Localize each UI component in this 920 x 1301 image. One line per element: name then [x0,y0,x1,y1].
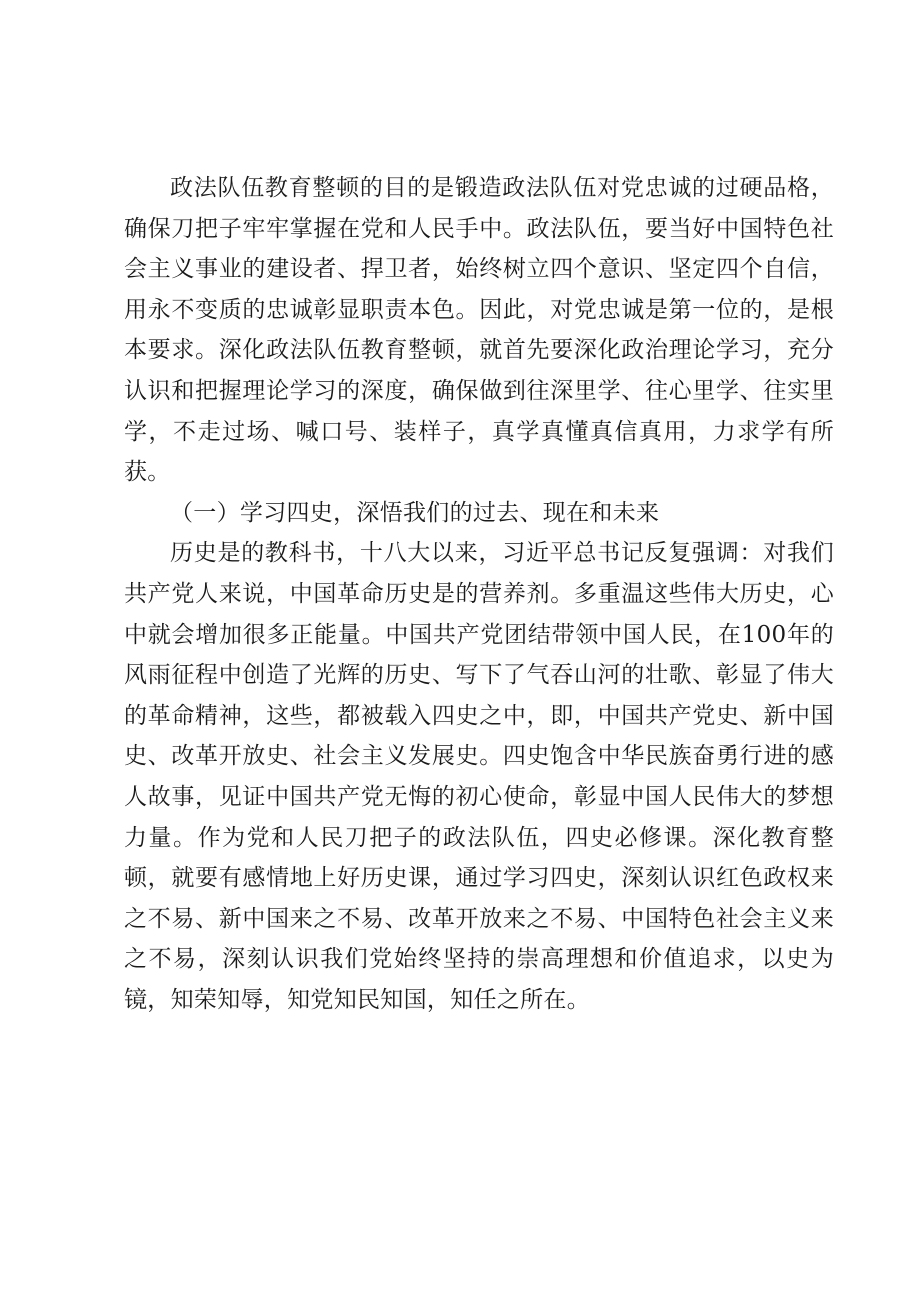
document-body [124,168,834,1020]
paragraph-intro: 政法队伍教育整顿的目的是锻造政法队伍对党忠诚的过硬品格，确保刀把子牢牢掌握在党和人民手中。政法队伍，要当好中国特色社会主义事业的建设者、捍卫者，始终树立四个意识、坚定四个自信，用永不变质的忠诚彰显职责本色。因此，对党忠诚是第一位的，是根本要求。深化政法队伍教育整顿，就首先要深化政治理论学习，充分认识和把握理论学习的深度，确保做到往深里学、往心里学、往实里学，不走过场、喊口号、装样子，真学真懂真信真用，力求学有所获。 [124,175,834,486]
section-heading: （一）学习四史，深悟我们的过去、现在和未来 [170,499,660,526]
paragraph-history: 历史是的教科书，十八大以来，习近平总书记反复强调：对我们共产党人来说，中国革命历史是的营养剂。多重温这些伟大历史，心中就会增加很多正能量。中国共产党团结带领中国人民，在100年的风雨征程中创造了光辉的历史、写下了气吞山河的壮歌、彰显了伟大的革命精神，这些，都被载入四史之中，即，中国共产党史、新中国史、改革开放史、社会主义发展史。四史饱含中华民族奋勇行进的感人故事，见证中国共产党无悔的初心使命，彰显中国人民伟大的梦想力量。作为党和人民刀把子的政法队伍，四史必修课。深化教育整顿，就要有感情地上好历史课，通过学习四史，深刻认识红色政权来之不易、新中国来之不易、改革开放来之不易、中国特色社会主义来之不易，深刻认识我们党始终坚持的崇高理想和价值追求，以史为镜，知荣知辱，知党知民知国，知任之所在。 [124,540,834,1013]
